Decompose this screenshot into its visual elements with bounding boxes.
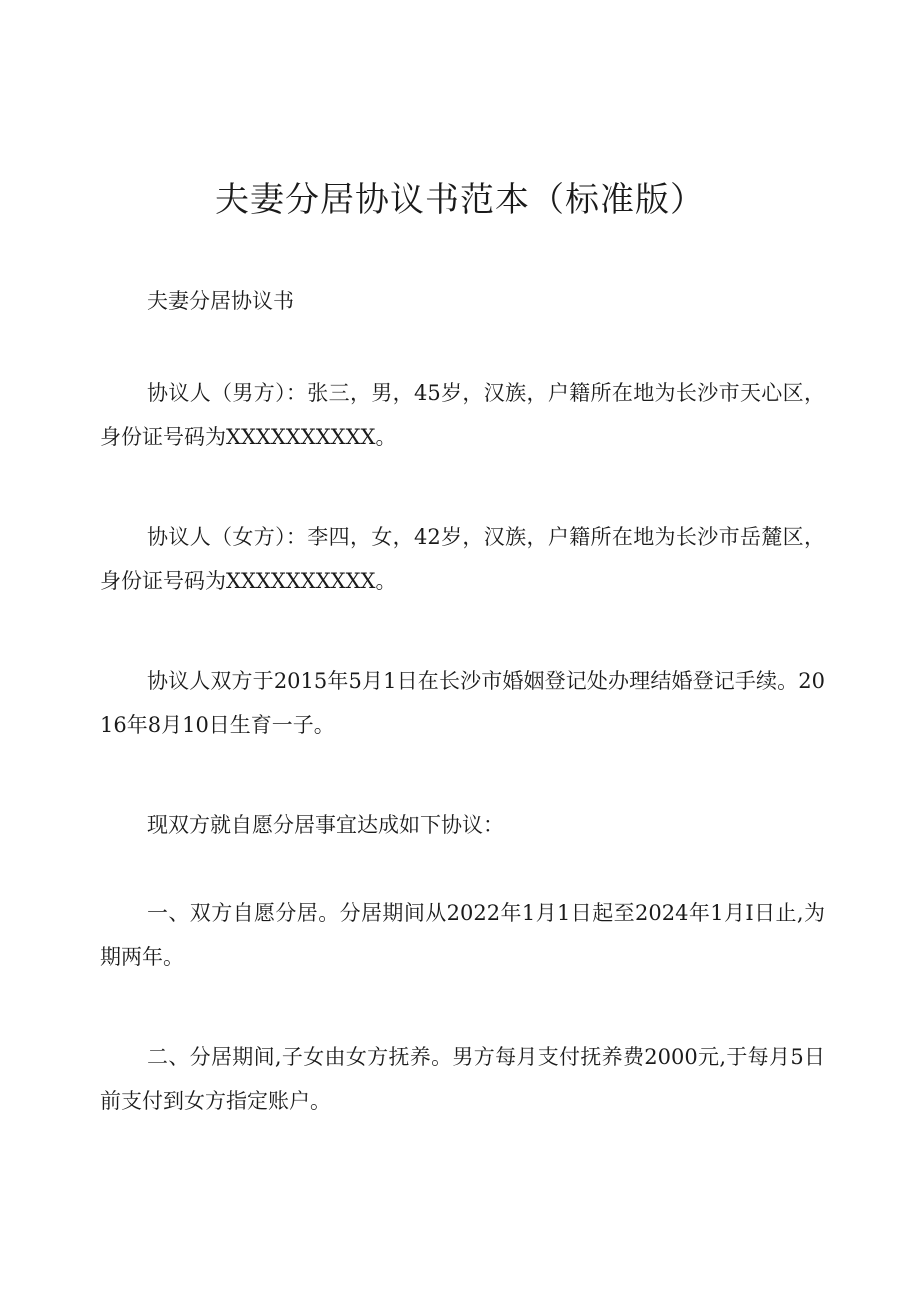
party-female-paragraph: 协议人（女方）：李四，女，42岁，汉族，户籍所在地为长沙市岳麓区，身份证号码为XXXXXXXXXX。 <box>100 525 825 593</box>
party-male-paragraph: 协议人（男方）：张三，男，45岁，汉族，户籍所在地为长沙市天心区，身份证号码为XXXXXXXXXX。 <box>100 381 825 449</box>
agreement-intro-paragraph: 现双方就自愿分居事宜达成如下协议： <box>147 813 504 837</box>
clause-one-paragraph: 一、双方自愿分居。分居期间从2022年1月1日起至2024年1月I日止,为期两年。 <box>100 901 825 969</box>
agreement-heading: 夫妻分居协议书 <box>147 289 294 313</box>
document-title: 夫妻分居协议书范本（标准版） <box>215 180 705 220</box>
marriage-info-paragraph: 协议人双方于2015年5月1日在长沙市婚姻登记处办理结婚登记手续。2016年8月10日生育一子。 <box>100 669 825 737</box>
clause-two-paragraph: 二、分居期间,子女由女方抚养。男方每月支付抚养费2000元,于每月5日前支付到女方指定账户。 <box>100 1045 825 1113</box>
